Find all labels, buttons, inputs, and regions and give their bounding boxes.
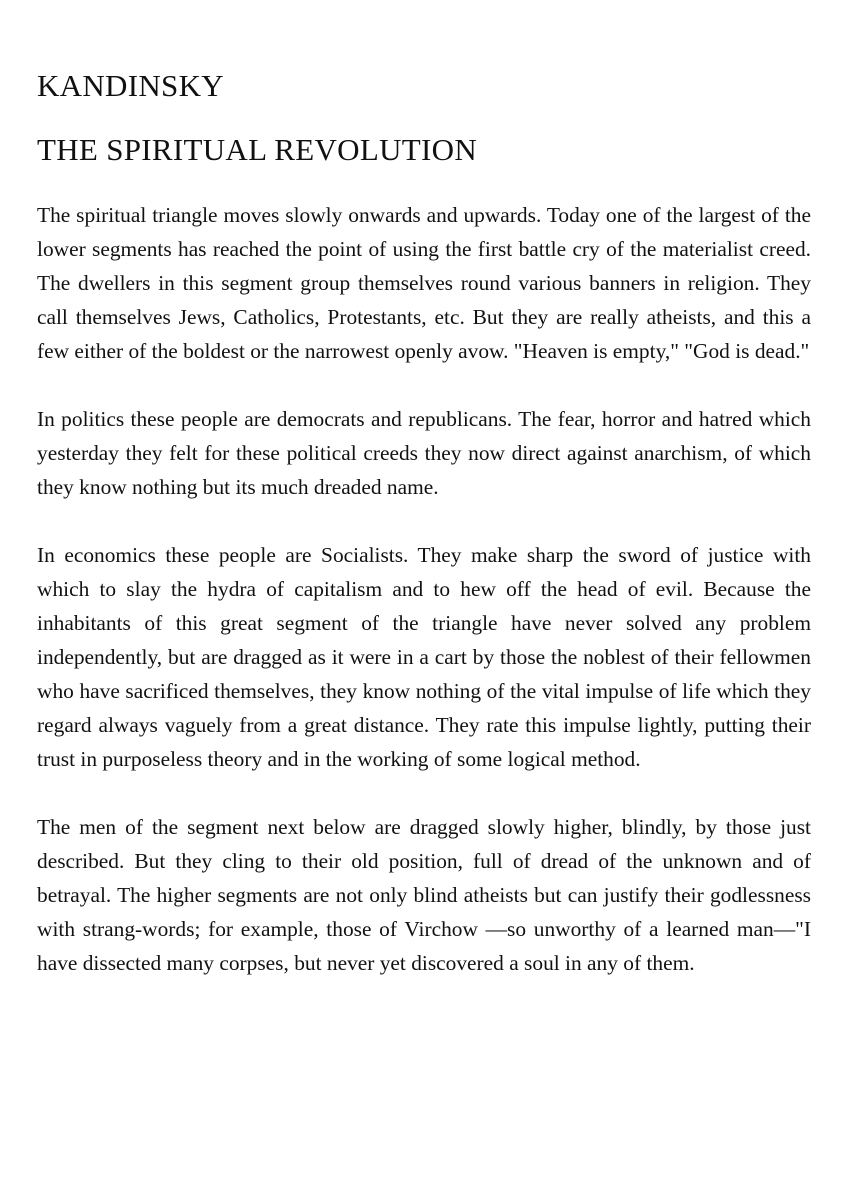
body-paragraph-2: In politics these people are democrats and republicans. The fear, horror and hatred which yesterday they felt for these political creeds they now direct against anarchism, of which they know nothing but its much dreaded name. — [37, 407, 811, 499]
body-paragraph-3: In economics these people are Socialists. They make sharp the sword of justice with which to slay the hydra of capitalism and to hew off the head of evil. Because the inhabitants of this great segment of the triangle have never solved any problem independently, but are dragged as it were in a cart by those the noblest of their fellowmen who have sacrificed themselves, they know nothing of the vital impulse of life which they regard always vaguely from a great distance. They rate this impulse lightly, putting their trust in purposeless theory and in the working of some logical method. — [37, 543, 811, 771]
document-page — [37, 62, 811, 1014]
body-paragraph-1: The spiritual triangle moves slowly onwards and upwards. Today one of the largest of the lower segments has reached the point of using the first battle cry of the materialist creed. The dwellers in this segment group themselves round various banners in religion. They call themselves Jews, Catholics, Protestants, etc. But they are really atheists, and this a few either of the boldest or the narrowest openly avow. "Heaven is empty," "God is dead." — [37, 203, 811, 363]
chapter-title: THE SPIRITUAL REVOLUTION — [37, 132, 478, 167]
author-heading: KANDINSKY — [37, 68, 224, 103]
body-paragraph-4: The men of the segment next below are dragged slowly higher, blindly, by those just described. But they cling to their old position, full of dread of the unknown and of betrayal. The higher segments are not only blind atheists but can justify their godlessness with strang-words; for example, those of Virchow ––so unworthy of a learned man––"I have dissected many corpses, but never yet discovered a soul in any of them. — [37, 815, 811, 975]
